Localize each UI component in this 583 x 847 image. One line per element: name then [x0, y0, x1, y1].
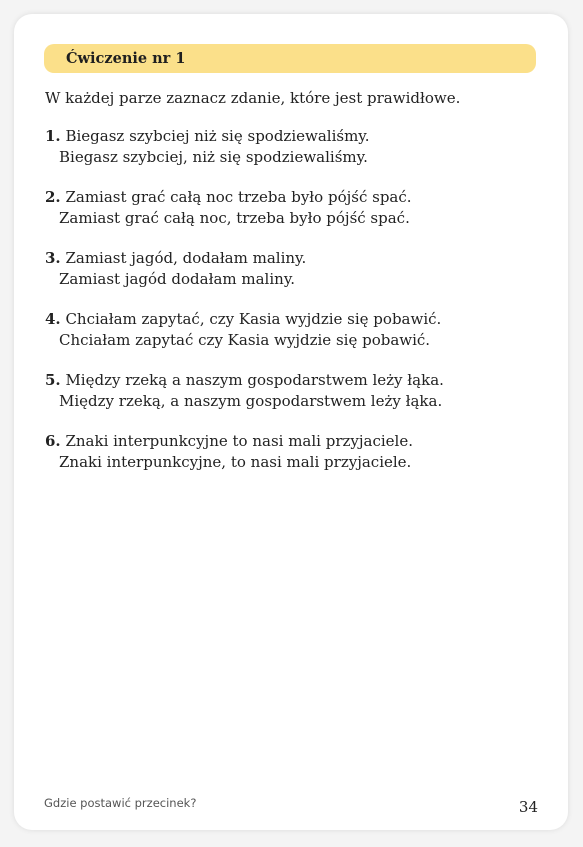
sentence-option-b[interactable] — [45, 147, 545, 168]
exercise-item-1 — [45, 126, 545, 168]
footer-book-title: Gdzie postawić przecinek? — [44, 796, 197, 810]
sentence-option-b[interactable] — [45, 330, 545, 351]
sentence-option-a[interactable] — [45, 126, 545, 147]
item-number: 4. — [45, 310, 61, 328]
sentence-option-a[interactable] — [45, 248, 545, 269]
sentence-text: Biegasz szybciej niż się spodziewaliśmy. — [65, 127, 370, 145]
sentence-option-a[interactable] — [45, 309, 545, 330]
exercise-item-4 — [45, 309, 545, 351]
exercise-title: Ćwiczenie nr 1 — [66, 50, 186, 67]
sentence-option-a[interactable] — [45, 187, 545, 208]
sentence-option-b[interactable] — [45, 208, 545, 229]
item-number: 1. — [45, 127, 61, 145]
sentence-text: Znaki interpunkcyjne, to nasi mali przyjaciele. — [59, 453, 412, 471]
sentence-text: Między rzeką, a naszym gospodarstwem leży łąka. — [59, 392, 443, 410]
exercise-instruction: W każdej parze zaznacz zdanie, które jest prawidłowe. — [45, 89, 461, 107]
page-number: 34 — [518, 798, 538, 816]
sentence-text: Chciałam zapytać, czy Kasia wyjdzie się pobawić. — [65, 310, 442, 328]
sentence-option-b[interactable] — [45, 269, 545, 290]
worksheet-page — [14, 14, 568, 830]
exercise-item-2 — [45, 187, 545, 229]
sentence-option-b[interactable] — [45, 452, 545, 473]
sentence-option-a[interactable] — [45, 431, 545, 452]
sentence-text: Zamiast jagód dodałam maliny. — [59, 270, 296, 288]
item-number: 2. — [45, 188, 61, 206]
sentence-text: Zamiast grać całą noc, trzeba było pójść spać. — [59, 209, 410, 227]
sentence-option-b[interactable] — [45, 391, 545, 412]
exercise-item-5 — [45, 370, 545, 412]
sentence-option-a[interactable] — [45, 370, 545, 391]
item-number: 3. — [45, 249, 61, 267]
exercise-list — [45, 126, 545, 492]
exercise-header-banner — [44, 44, 536, 73]
sentence-text: Biegasz szybciej, niż się spodziewaliśmy. — [59, 148, 368, 166]
sentence-text: Między rzeką a naszym gospodarstwem leży łąka. — [65, 371, 444, 389]
sentence-text: Znaki interpunkcyjne to nasi mali przyjaciele. — [65, 432, 413, 450]
exercise-item-6 — [45, 431, 545, 473]
sentence-text: Zamiast jagód, dodałam maliny. — [65, 249, 307, 267]
sentence-text: Chciałam zapytać czy Kasia wyjdzie się pobawić. — [59, 331, 431, 349]
item-number: 6. — [45, 432, 61, 450]
item-number: 5. — [45, 371, 61, 389]
sentence-text: Zamiast grać całą noc trzeba było pójść spać. — [65, 188, 412, 206]
exercise-item-3 — [45, 248, 545, 290]
